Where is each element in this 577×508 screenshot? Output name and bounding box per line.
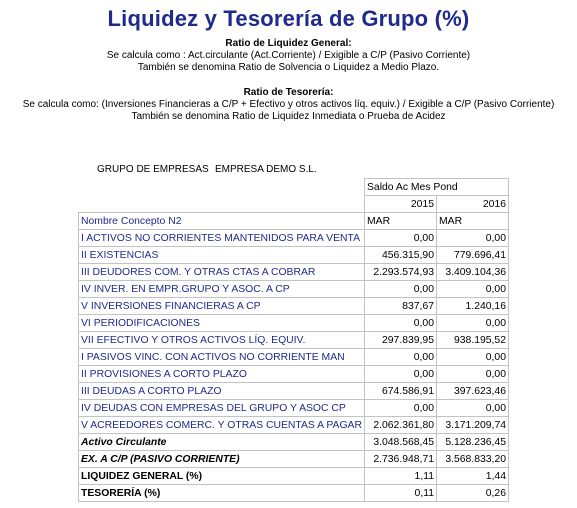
- tesoreria-heading: Ratio de Tesorería:: [243, 87, 334, 98]
- tesoreria-row: [79, 485, 509, 502]
- pasivo-corriente-row: [79, 451, 509, 468]
- concept-label[interactable]: II PROVISIONES A CORTO PLAZO: [79, 366, 365, 383]
- value-2016: 0,00: [437, 315, 509, 332]
- value-2016: 3.171.209,74: [437, 417, 509, 434]
- table-row: [79, 281, 509, 298]
- tesoreria-2015: 0,11: [365, 485, 437, 502]
- measure-header-row: [79, 179, 509, 196]
- table-row: [79, 298, 509, 315]
- value-2015: 297.839,95: [365, 332, 437, 349]
- concept-label[interactable]: III DEUDAS A CORTO PLAZO: [79, 383, 365, 400]
- concept-label[interactable]: I ACTIVOS NO CORRIENTES MANTENIDOS PARA VENTA: [79, 230, 365, 247]
- liquidez-general-2015: 1,11: [365, 468, 437, 485]
- concept-label[interactable]: VI PERIODIFICACIONES: [79, 315, 365, 332]
- value-2016: 0,00: [437, 281, 509, 298]
- concept-header-row: [79, 213, 509, 230]
- table-row: [79, 349, 509, 366]
- value-2016: 0,00: [437, 230, 509, 247]
- concept-label[interactable]: V ACREEDORES COMERC. Y OTRAS CUENTAS A PAGAR: [79, 417, 365, 434]
- value-2016: 779.696,41: [437, 247, 509, 264]
- table-row: [79, 417, 509, 434]
- ratio-table: [78, 178, 509, 502]
- pasivo-corriente-2015: 2.736.948,71: [365, 451, 437, 468]
- table-row: [79, 315, 509, 332]
- table-row: [79, 366, 509, 383]
- table-row: [79, 247, 509, 264]
- value-2015: 674.586,91: [365, 383, 437, 400]
- liquidez-general-row: [79, 468, 509, 485]
- month-header-2015[interactable]: MAR: [365, 213, 437, 230]
- pasivo-corriente-label: EX. A C/P (PASIVO CORRIENTE): [79, 451, 365, 468]
- value-2016: 397.623,46: [437, 383, 509, 400]
- activo-circulante-label: Activo Circulante: [79, 434, 365, 451]
- table-row: [79, 400, 509, 417]
- concept-label[interactable]: IV DEUDAS CON EMPRESAS DEL GRUPO Y ASOC CP: [79, 400, 365, 417]
- group-filter-value[interactable]: EMPRESA DEMO S.L.: [215, 164, 317, 175]
- value-2015: 0,00: [365, 315, 437, 332]
- value-2016: 3.409.104,36: [437, 264, 509, 281]
- value-2015: 0,00: [365, 366, 437, 383]
- liquidez-alias: También se denomina Ratio de Solvencia o Liquidez a Medio Plazo.: [137, 62, 440, 73]
- value-2015: 2.062.361,80: [365, 417, 437, 434]
- table-row: [79, 383, 509, 400]
- liquidez-general-2016: 1,44: [437, 468, 509, 485]
- month-header-2016[interactable]: MAR: [437, 213, 509, 230]
- tesoreria-label: TESORERÍA (%): [79, 485, 365, 502]
- value-2015: 0,00: [365, 281, 437, 298]
- tesoreria-2016: 0,26: [437, 485, 509, 502]
- value-2015: 2.293.574,93: [365, 264, 437, 281]
- year-header-2016[interactable]: 2016: [437, 196, 509, 213]
- table-row: [79, 264, 509, 281]
- value-2015: 0,00: [365, 230, 437, 247]
- concept-label[interactable]: I PASIVOS VINC. CON ACTIVOS NO CORRIENTE MAN: [79, 349, 365, 366]
- concept-column-header[interactable]: Nombre Concepto N2: [79, 213, 365, 230]
- concept-label[interactable]: III DEUDORES COM. Y OTRAS CTAS A COBRAR: [79, 264, 365, 281]
- year-header-row: [79, 196, 509, 213]
- liquidez-description: [0, 38, 577, 74]
- value-2015: 456.315,90: [365, 247, 437, 264]
- group-filter-label: GRUPO DE EMPRESAS: [97, 164, 209, 175]
- tesoreria-formula: Se calcula como: (Inversiones Financieras a C/P + Efectivo y otros activos líq. equiv.) / Exigible a C/P (Pasivo Corriente): [22, 99, 555, 110]
- liquidez-general-label: LIQUIDEZ GENERAL (%): [79, 468, 365, 485]
- year-header-2015[interactable]: 2015: [365, 196, 437, 213]
- value-2016: 0,00: [437, 366, 509, 383]
- activo-circulante-2016: 5.128.236,45: [437, 434, 509, 451]
- concept-label[interactable]: II EXISTENCIAS: [79, 247, 365, 264]
- tesoreria-alias: También se denomina Ratio de Liquidez Inmediata o Prueba de Acidez: [131, 111, 446, 122]
- liquidez-formula: Se calcula como : Act.circulante (Act.Corriente) / Exigible a C/P (Pasivo Corriente): [106, 50, 471, 61]
- tesoreria-description: [0, 87, 577, 123]
- table-row: [79, 230, 509, 247]
- activo-circulante-row: [79, 434, 509, 451]
- page-title: Liquidez y Tesorería de Grupo (%): [107, 6, 470, 31]
- measure-header: Saldo Ac Mes Pond: [365, 179, 509, 196]
- concept-label[interactable]: IV INVER. EN EMPR.GRUPO Y ASOC. A CP: [79, 281, 365, 298]
- pasivo-corriente-2016: 3.568.833,20: [437, 451, 509, 468]
- activo-circulante-2015: 3.048.568,45: [365, 434, 437, 451]
- value-2016: 0,00: [437, 400, 509, 417]
- value-2016: 1.240,16: [437, 298, 509, 315]
- concept-label[interactable]: VII EFECTIVO Y OTROS ACTIVOS LÍQ. EQUIV.: [79, 332, 365, 349]
- concept-label[interactable]: V INVERSIONES FINANCIERAS A CP: [79, 298, 365, 315]
- liquidez-heading: Ratio de Liquidez General:: [225, 38, 352, 49]
- value-2015: 837,67: [365, 298, 437, 315]
- value-2016: 938.195,52: [437, 332, 509, 349]
- value-2016: 0,00: [437, 349, 509, 366]
- value-2015: 0,00: [365, 349, 437, 366]
- value-2015: 0,00: [365, 400, 437, 417]
- table-row: [79, 332, 509, 349]
